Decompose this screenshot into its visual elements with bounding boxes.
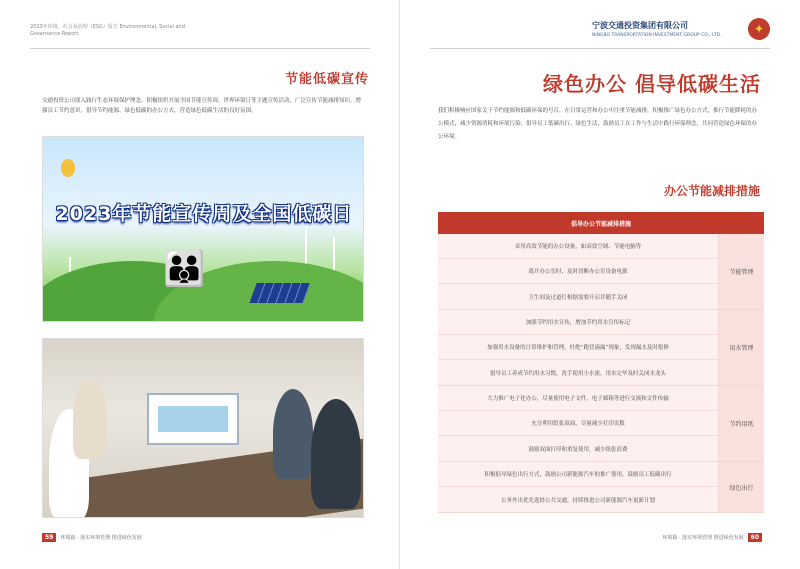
table-category: 节约用纸 bbox=[718, 386, 764, 461]
table-group-paper bbox=[438, 386, 764, 462]
table-group-water bbox=[438, 310, 764, 386]
left-footer bbox=[42, 533, 142, 542]
family-silhouette-icon: 👪 bbox=[163, 249, 206, 289]
table-row: 加强节约用水宣传，增加节约用水宣传标记 bbox=[438, 310, 718, 335]
measures-table bbox=[438, 212, 764, 513]
section-title-energy-promotion: 节能低碳宣传 bbox=[284, 72, 369, 87]
header-divider bbox=[30, 48, 370, 49]
table-row: 鼓励双面打印和重复使用，减少纸张浪费 bbox=[528, 446, 628, 453]
attendee bbox=[273, 389, 313, 479]
section-title-green-office: 绿色办公 倡导低碳生活 bbox=[543, 72, 761, 96]
table-row: 公务外出优先选择公共交通，持续推进公司新能源汽车更新计划 bbox=[500, 497, 655, 504]
table-row: 卫生间及过道灯根据需要开启并随手关闭 bbox=[528, 294, 628, 301]
table-row: 加强用水设备的日常维护和管理，杜绝“跑冒滴漏”现象，发现漏水及时报修 bbox=[438, 335, 718, 360]
meeting-photo bbox=[42, 338, 364, 518]
table-title: 倡导办公节能减排措施 bbox=[438, 212, 764, 234]
footer-text: 环境篇 · 落实环境管理 推进绿色发展 bbox=[662, 535, 744, 541]
table-category: 绿色出行 bbox=[718, 462, 764, 512]
table-row: 充分利用纸张双面，尽量减少打印页数 bbox=[438, 411, 718, 436]
table-group-travel bbox=[438, 462, 764, 513]
energy-week-poster bbox=[42, 136, 364, 322]
green-office-paragraph: 我们积极响应国家关于节约能源和低碳环保的号召，在日常运营和办公中注重节能减排，积极推广绿色办公方式，推行节能降耗的办公模式，减少资源消耗和环境污染；倡导员工低碳出行、绿色生活，鼓励员工在工作与生活中践行环保理念，共同营造绿色环保的办公环境。 bbox=[438, 108, 758, 140]
page-number: 60 bbox=[748, 533, 762, 542]
table-row: 倡导员工养成节约用水习惯，洗手使用小水流，用水完毕及时关闭水龙头 bbox=[489, 370, 666, 377]
hot-air-balloon-icon bbox=[61, 159, 75, 177]
company-header bbox=[592, 18, 770, 40]
subsection-title-measures: 办公节能减排措施 bbox=[663, 184, 760, 198]
company-logo-icon: ✦ bbox=[748, 18, 770, 40]
energy-promotion-paragraph: 交通投资公司深入践行生态环境保护理念，积极组织开展全国节能宣传周、世界环境日等主题宣传活动，广泛宣传节能减排知识，增强员工节约意识，倡导节约能源、绿色低碳的办公方式，营造绿色低碳生活的良好氛围。 bbox=[42, 98, 362, 114]
poster-title: 2023年节能宣传周及全国低碳日 bbox=[55, 203, 353, 225]
solar-panel-icon bbox=[249, 283, 310, 303]
report-header-text: 2023年环境、社会及治理（ESG）报告 Environmental, Social and Governance Report bbox=[30, 24, 185, 37]
table-row: 大力推广电子化办公，尽量使用电子文件，电子邮箱等进行交流和文件传输 bbox=[438, 386, 718, 411]
table-row: 离开办公室时，及时切断办公室设备电源 bbox=[438, 259, 718, 284]
page-number: 59 bbox=[42, 533, 56, 542]
right-page bbox=[400, 0, 800, 569]
table-category: 节能管理 bbox=[718, 234, 764, 309]
table-group-energy bbox=[438, 234, 764, 310]
attendee bbox=[311, 399, 361, 509]
company-name: 宁波交通投资集团有限公司 bbox=[592, 21, 688, 30]
table-row: 采用高效节能的办公设备，如高效空调、节能电脑等 bbox=[438, 234, 718, 259]
right-footer bbox=[662, 533, 762, 542]
attendee bbox=[73, 379, 107, 459]
company-subtitle: NINGBO TRANSPORTATION INVESTMENT GROUP CO., LTD. bbox=[592, 33, 722, 38]
footer-text: 环境篇 · 落实环境管理 推进绿色发展 bbox=[60, 535, 142, 541]
table-category: 用水管理 bbox=[718, 310, 764, 385]
table-row: 积极倡导绿色出行方式，鼓励公司新能源汽车的推广使用，鼓励员工低碳出行 bbox=[438, 462, 718, 487]
header-divider bbox=[430, 48, 770, 49]
presentation-screen bbox=[147, 393, 239, 445]
